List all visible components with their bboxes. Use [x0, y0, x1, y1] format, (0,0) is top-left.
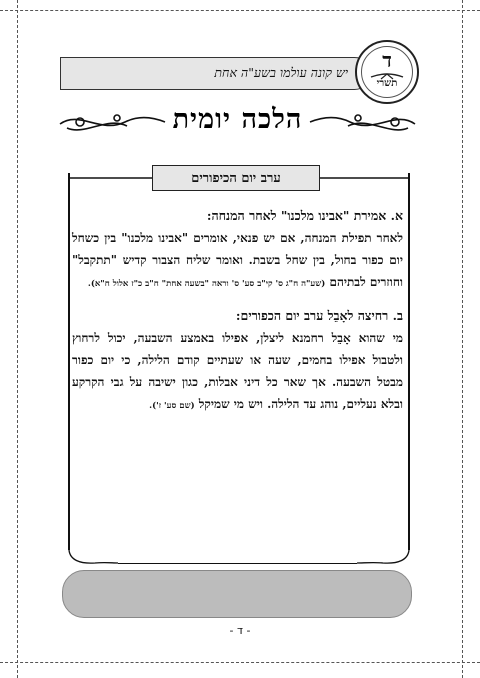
paragraph-2-body: מי שהוא אָבֵל רחמנא ליצלן, אפילו באמצע השבעה, יכול לרחוץ ולטבול אפילו בחמים, שעה או שעתיים קודם הלילה, כי יום כפור מבטל השבעה. אך שאר כל דיני אבלות, כגון ישיבה על גבי הקרקע ובלא נעליים, נוהג עד הלילה. ויש מי שמיקל: [72, 331, 403, 411]
date-letter: ד: [382, 48, 392, 72]
paragraph-1-source: (שע"ה ח"ג ס' קי"ב סע' ס' וראה "בשעה אחת" ח"ב כ"ז אלול ח"א).: [87, 279, 326, 289]
crop-line-left: [17, 0, 18, 678]
date-month: תשרי: [376, 78, 398, 89]
paragraph-2-source: (שם סע' ז').: [149, 401, 195, 411]
running-header-bar: [60, 57, 371, 90]
paragraph-1-heading: א. אמירת "אבינו מלכנו" לאחר המנחה:: [206, 208, 403, 223]
footer-bar: [62, 570, 412, 618]
paragraph-2-heading: ב. רחיצה לאָבֵל ערב יום הכפורים:: [235, 308, 403, 323]
halacha-content: [72, 205, 403, 427]
section-subtitle: ערב יום הכיפורים: [191, 171, 281, 186]
paragraph-2: [72, 305, 403, 417]
page-number: - ד -: [229, 624, 251, 637]
running-header-title: יש קונה עולמו בשע"ה אחת: [214, 65, 348, 80]
paragraph-1: [72, 205, 403, 295]
content-frame-left: [68, 173, 70, 550]
crop-line-bottom: [0, 662, 480, 663]
frame-corner-flourish-icon: [0, 548, 480, 568]
page-title: הלכה יומית: [172, 104, 303, 135]
subtitle-rule-icon: [60, 171, 420, 185]
content-frame-bottom: [118, 563, 357, 564]
title-banner: [55, 100, 420, 146]
content-frame-right: [408, 173, 410, 550]
paragraph-1-body: לאחר תפילת המנחה, אם יש פנאי, אומרים "אבינו מלכנו" בין כשחל יום כפור בחול, בין שחל בשבת. ואומר שליח הצבור קדיש "תתקבל" וחוזרים לבתיהם: [72, 231, 403, 289]
date-badge: [355, 40, 419, 104]
crop-line-top: [0, 10, 480, 11]
crop-line-right: [462, 0, 463, 678]
